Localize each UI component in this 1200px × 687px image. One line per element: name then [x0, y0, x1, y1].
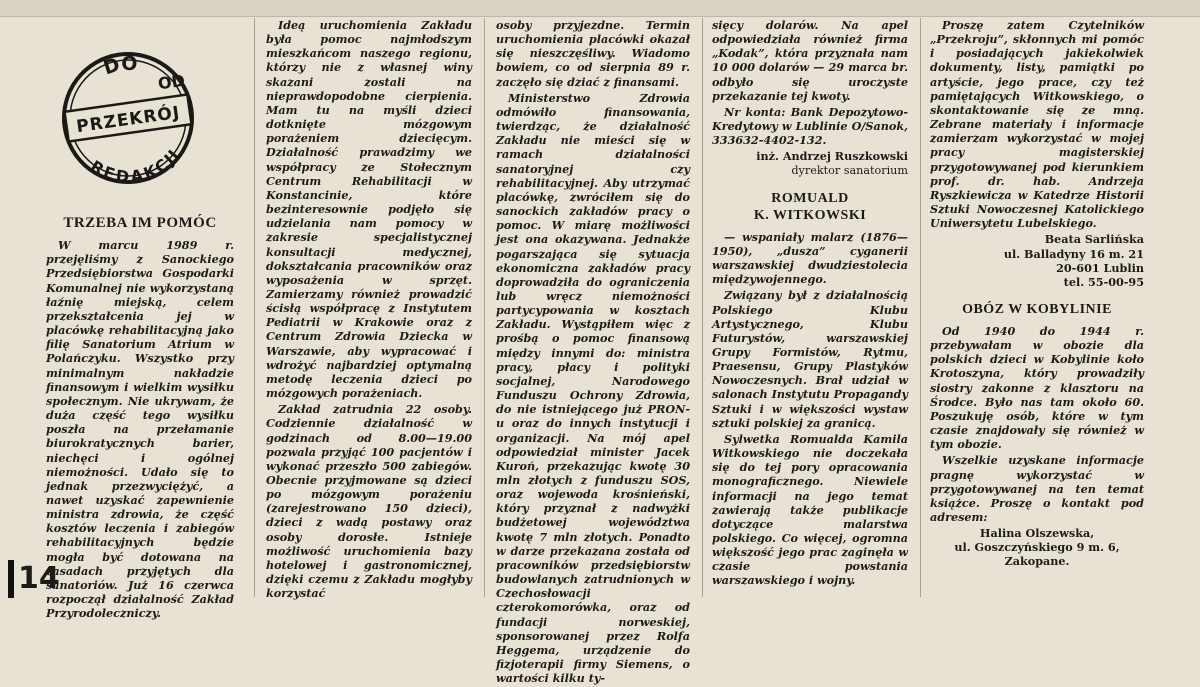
column-divider — [920, 18, 921, 597]
stamp-do-od-przekroj-redakcji — [58, 48, 198, 188]
article-paragraph: sięcy dolarów. Na apel odpowiedziała również firma „Kodak”, która przyznała nam 10 000 dolarów — 29 marca br. odbyło się uroczyste przekazanie tej kwoty. — [712, 18, 908, 103]
column-1 — [46, 216, 234, 622]
article-paragraph: — wspaniały malarz (1876—1950), „dusza” cyganerii warszawskiej dwudziestolecia międzywojennego. — [712, 229, 908, 287]
column-4 — [712, 18, 908, 590]
article-paragraph: Ministerstwo Zdrowia odmówiło finansowania, twierdząc, że działalność Zakładu nie mieści się w ramach działalności sanatoryjnej czy rehabilitacyjnej. Aby utrzymać placówkę, zwróciłem się do sanockich zakładów pracy o pomoc. W miarę możliwości jest ona okazywana. Jednakże pogarszająca się sytuacja ekonomiczna zakładów pracy doprowadziła do ograniczenia lub wręcz niemożności partycypowania w kosztach Zakładu. Wystąpiłem więc z prośbą o pomoc finansową między innymi do: ministra pracy, płacy i polityki socjalnej, Narodowego Funduszu Ochrony Zdrowia, do nie istniejącego już PRON-u oraz do innych instytucji i organizacji. Na mój apel odpowiedział minister Jacek Kuroń, przekazując kwotę 30 mln złotych z funduszu SOS, oraz wojewoda krośnieński, który przyznał z nadwyżki budżetowej województwa kwotę 7 mln złotych. Ponadto w darze przekazana została od pracowników przedsiębiorstw budowlanych zatrudnionych w Czechosłowacji czterokomorówka, oraz od fundacji norweskiej, sponsorowanej przez Rolfa Heggema, urządzenie do fizjoterapii firmy Siemens, o wartości kilku ty- — [496, 90, 690, 686]
article-paragraph: Proszę zatem Czytelników „Przekroju”, skłonnych mi pomóc i posiadających jakiekolwiek dokumenty, listy, pamiątki po artyście, jego prace, czy też pamiętających Witkowskiego, o skontaktowanie się ze mną. Zebrane materiały i informacje zamierzam wykorzystać w mojej pracy magisterskiej przygotowywanej pod kierunkiem prof. dr. hab. Andrzeja Ryszkiewicza w Katedrze Historii Sztuki Nowoczesnej Katolickiego Uniwersytetu Lubelskiego. — [930, 18, 1144, 231]
stamp-text-od: OD — [156, 70, 187, 94]
column-3 — [496, 18, 690, 687]
article-paragraph: Sylwetka Romualda Kamila Witkowskiego nie doczekała się do tej pory opracowania monograficznego. Niewiele informacji na jego temat zawierają także publikacje dotyczące malarstwa polskiego. Co więcej, ogromna większość jego prac zaginęła w czasie powstania warszawskiego i wojny. — [712, 431, 908, 588]
article-paragraph: Wszelkie uzyskane informacje pragnę wykorzystać w przygotowywanej na ten temat książce. Proszę o kontakt pod adresem: — [930, 453, 1144, 524]
column-divider — [254, 18, 255, 597]
column-divider — [484, 18, 485, 597]
contact-city: Zakopane. — [1004, 554, 1070, 569]
bank-account: Nr konta: Bank Depozytowo-Kredytowy w Lublinie O/Sanok, 333632-4402-132. — [712, 104, 908, 148]
article-title-witkowski: K. WITKOWSKI — [753, 207, 867, 223]
signature-role: dyrektor sanatorium — [791, 163, 908, 177]
article-title-trzeba-im-pomoc: TRZEBA IM POMÓC — [63, 215, 217, 231]
contact-address: ul. Goszczyńskiego 9 m. 6, — [954, 540, 1120, 555]
signature-name: inż. Andrzej Ruszkowski — [756, 149, 908, 164]
stamp-text-top: DO — [100, 52, 138, 80]
article-paragraph: W marcu 1989 r. przejęliśmy z Sanockiego Przedsiębiorstwa Gospodarki Komunalnej nie wykorzystaną łaźnię miejską, celem przekształcenia jej w placówkę rehabilitacyjną jako filię Sanatorium Atrium w Polańczyku. Wszystko przy minimalnym nakładzie finansowym i wielkim wysiłku społecznym. Nie ukrywam, że duża część tego wysiłku poszła na przełamanie biurokratycznych barier, niechęci i ogólnej niemożności. Udało się to jednak przezwyciężyć, a nawet uzyskać zapewnienie ministra zdrowia, że część kosztów leczenia i zabiegów rehabilitacyjnych będzie mogła być dotowana na zasadach przyjętych dla sanatoriów. Już 16 czerwca rozpoczął działalność Zakład Przyrodoleczniczy. — [46, 238, 234, 621]
signature-name: Beata Sarlińska — [1044, 232, 1144, 247]
column-2 — [266, 18, 472, 602]
column-divider — [702, 18, 703, 597]
stamp-text-middle: PRZEKRÓJ — [75, 102, 182, 138]
signature-city: 20-601 Lublin — [1056, 260, 1144, 275]
signature-phone: tel. 55-00-95 — [1063, 274, 1144, 289]
article-paragraph: Zakład zatrudnia 22 osoby. Codziennie działalność w godzinach od 8.00—19.00 pozwala przyjąć 100 pacjentów i wykonać przeszło 500 zabiegów. Obecnie przyjmowane są dzieci po mózgowym porażeniu (zarejestrowano 150 dzieci), dzieci z wadą postawy oraz osoby dorosłe. Istnieje możliwość uruchomienia bazy hotelowej i gastronomicznej, dzięki czemu z Zakładu mogłyby korzystać — [266, 402, 472, 601]
article-paragraph: Od 1940 do 1944 r. przebywałam w obozie dla polskich dzieci w Kobylinie koło Krotoszyna, który prowadziły siostry zakonne z klasztoru na Środce. Było nas tam około 60. Poszukuję osób, które w tym czasie znajdowały się również w tym obozie. — [930, 323, 1144, 452]
article-title-romuald: ROMUALD — [771, 190, 849, 206]
contact-name: Halina Olszewska, — [979, 526, 1095, 541]
page-number: 14 — [8, 560, 58, 598]
previous-page-strip — [0, 0, 1200, 17]
article-paragraph: osoby przyjezdne. Termin uruchomienia placówki okazał się nieszczęśliwy. Wiadomo bowiem, co od sierpnia 89 r. zaczęło się dziać z finansami. — [496, 18, 690, 89]
article-paragraph: Związany był z działalnością Polskiego Klubu Artystycznego, Klubu Futurystów, warszawskiej Grupy Formistów, Rytmu, Praesensu, Grupy Plastyków Nowoczesnych. Brał udział w salonach Instytutu Propagandy Sztuki i w większości wystaw sztuki polskiej za granicą. — [712, 288, 908, 430]
column-5 — [930, 18, 1144, 569]
stamp-text-lower: REDAKCJI — [87, 146, 183, 187]
article-title-oboz: OBÓZ W KOBYLINIE — [962, 301, 1112, 317]
article-paragraph: Ideą uruchomienia Zakładu była pomoc najmłodszym mieszkańcom naszego regionu, którzy nie z własnej winy skazani zostali na nieprawdopodobne cierpienia. Mam tu na myśli dzieci dotknięte mózgowym porażeniem dziecięcym. Działalność prawadzimy we współpracy ze Stołecznym Centrum Rehabilitacji w Konstancinie, które bezinteresownie podjęło się udzielania nam pomocy w zakresie specjalistycznej konsultacji medycznej, dokształcania pracowników oraz wyposażenia w sprzęt. Zamierzamy również prowadzić ścisłą współpracę z Instytutem Pediatrii w Krakowie oraz z Centrum Zdrowia Dziecka w Warszawie, aby wypracować i wdrożyć najbardziej optymalną metodę leczenia dzieci po mózgowych porażeniach. — [266, 18, 472, 401]
signature-address: ul. Balladyny 16 m. 21 — [1003, 246, 1144, 261]
